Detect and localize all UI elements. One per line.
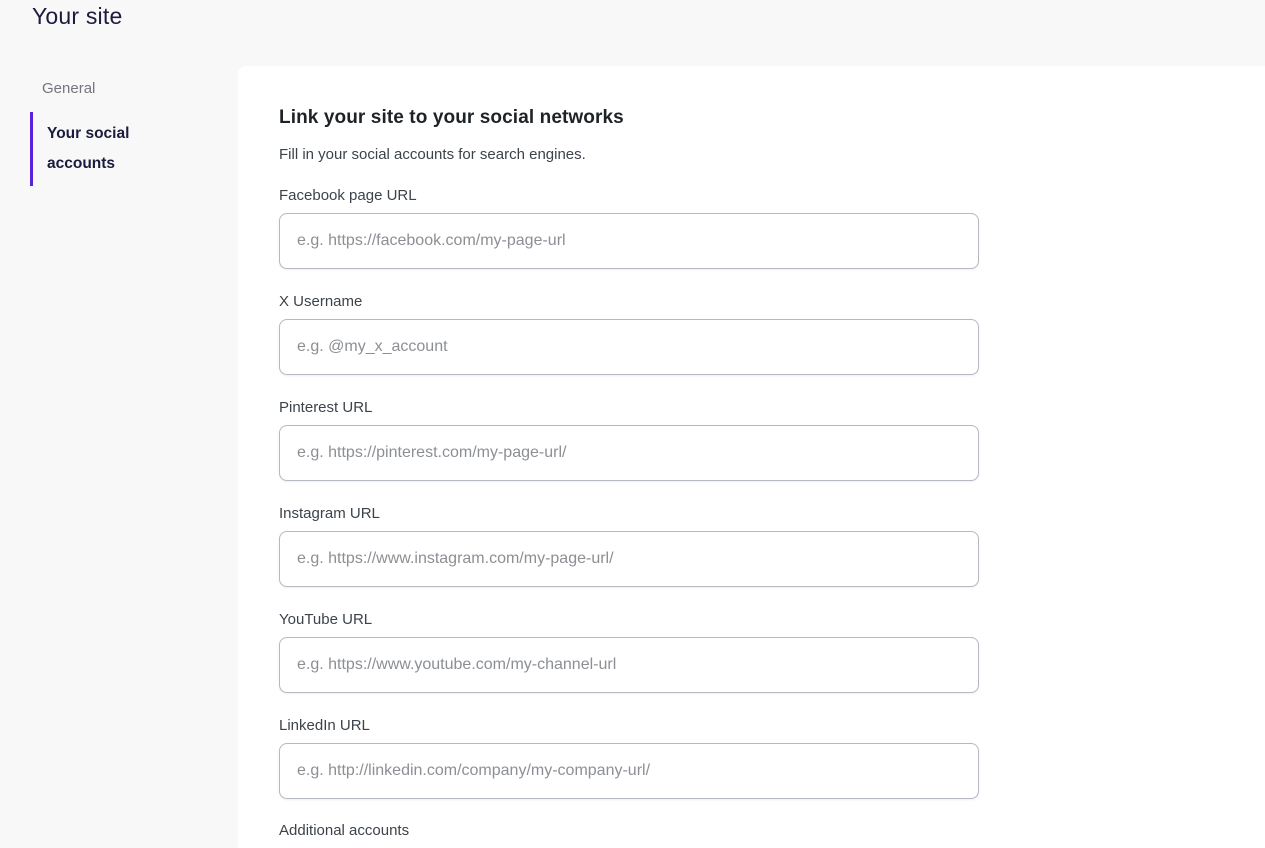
field-youtube-url (279, 611, 979, 693)
sidebar-item-your-social-accounts[interactable]: Your social accounts (30, 112, 145, 186)
field-facebook-url (279, 187, 979, 269)
settings-sidebar (0, 66, 238, 848)
x-username-label: X Username (279, 293, 363, 310)
linkedin-url-label: LinkedIn URL (279, 717, 370, 734)
field-x-username (279, 293, 979, 375)
field-pinterest-url (279, 399, 979, 481)
social-accounts-panel (238, 66, 1265, 848)
additional-accounts-label: Additional accounts (279, 822, 410, 839)
x-username-input[interactable] (279, 319, 979, 375)
section-description: Fill in your social accounts for search engines. (279, 146, 586, 163)
instagram-url-label: Instagram URL (279, 505, 380, 522)
linkedin-url-input[interactable] (279, 743, 979, 799)
page-title: Your site (32, 3, 123, 29)
section-heading: Link your site to your social networks (279, 107, 624, 128)
facebook-url-input[interactable] (279, 213, 979, 269)
youtube-url-label: YouTube URL (279, 611, 373, 628)
pinterest-url-label: Pinterest URL (279, 399, 373, 416)
facebook-url-label: Facebook page URL (279, 187, 417, 204)
sidebar-item-general[interactable]: General (42, 80, 96, 97)
youtube-url-input[interactable] (279, 637, 979, 693)
instagram-url-input[interactable] (279, 531, 979, 587)
field-linkedin-url (279, 717, 979, 799)
field-instagram-url (279, 505, 979, 587)
pinterest-url-input[interactable] (279, 425, 979, 481)
